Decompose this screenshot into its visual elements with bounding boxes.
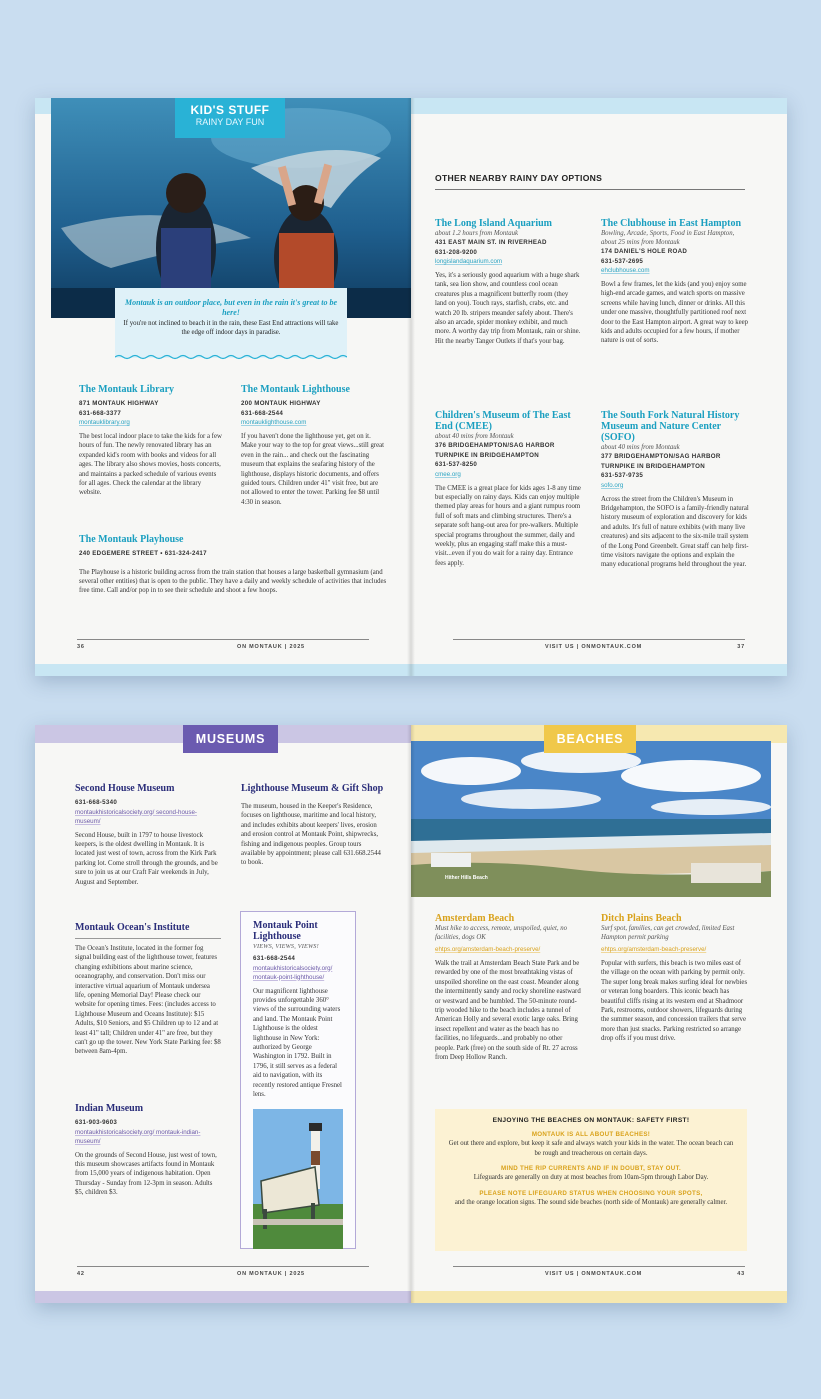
entry-phone: 631-668-2544 bbox=[241, 409, 284, 417]
entry-link[interactable]: ehtps.org/amsterdam-beach-preserve/ bbox=[601, 946, 707, 953]
section-heading: OTHER NEARBY RAINY DAY OPTIONS bbox=[435, 173, 745, 190]
entry-body: Bowl a few frames, let the kids (and you) enjoy some high-end arcade games, and watch sports on massive screens while having lunch, dinner or drinks. All this under one massive, thoughtfully partitioned roof next door to the East Hampton airport. A great way to keep kids and adults occupied for a few hours, if mother nature is out of sorts. bbox=[601, 281, 749, 345]
entry-montauk-lighthouse bbox=[241, 384, 386, 507]
intro-title: Montauk is an outdoor place, but even in the rain it's great to be here! bbox=[124, 298, 338, 317]
beach-photo bbox=[411, 741, 771, 897]
safety-item-head: MIND THE RIP CURRENTS AND IF IN DOUBT, STAY OUT. bbox=[501, 1165, 681, 1173]
entry-address: 174 DANIEL'S HOLE ROAD bbox=[601, 248, 688, 255]
kids-stuff-badge bbox=[175, 98, 285, 138]
entry-title: Indian Museum bbox=[75, 1103, 144, 1114]
entry-body: On the grounds of Second House, just west of town, this museum showcases artifacts found in Montauk from 15,000 years of indigenous habitation. Open Thursday - Sunday from 12-3pm in season. Adults $5, children $3. bbox=[75, 1151, 217, 1197]
entry-title: Children's Museum of The East End (CMEE) bbox=[435, 410, 571, 432]
entry-phone: 631-208-9200 bbox=[435, 248, 478, 256]
spread-museums-beaches bbox=[35, 725, 787, 1303]
entry-subtitle: about 40 mins from Montauk bbox=[601, 444, 680, 451]
montauk-point-lighthouse-box bbox=[240, 911, 356, 1249]
entry-title: The Montauk Playhouse bbox=[79, 534, 184, 545]
entry-body: The Ocean's Institute, located in the former fog signal building east of the lighthouse tower, features changing exhibitions about marine science, oceanography, and conservation. Don't miss our interactive virtual aquarium of Montauk undersea life, opening Memorial Day! Please check our website for opening times. Fees: (includes access to Lighthouse Museum and Oceans Institute): $15 Adults, $10 Seniors, and $5 Children up to 12 and at least 41" tall; Children under 41" are free, but they can't go up the tower. New York State Parking fee: $8 between 8am-4pm. bbox=[75, 945, 221, 1056]
badge-subtitle: RAINY DAY FUN bbox=[195, 117, 265, 127]
running-footer: ON MONTAUK | 2025 bbox=[237, 644, 305, 650]
entry-long-island-aquarium bbox=[435, 218, 581, 346]
entry-body: The best local indoor place to take the kids for a few hours of fun. The newly renovated library has an expanded kid's room with books and videos for all ages. The library also shows movies, hosts concerts, and maintains a packed schedule of various events for all ages. Check the calendar at the library website. bbox=[79, 433, 222, 497]
entry-phone: 631-903-9603 bbox=[75, 1119, 118, 1126]
entry-montauk-playhouse bbox=[79, 534, 387, 596]
entry-link[interactable]: montaukhistoricalsociety.org/ second-house-museum/ bbox=[75, 808, 197, 825]
running-footer: VISIT US | ONMONTAUK.COM bbox=[545, 1271, 643, 1277]
entry-title: The Montauk Library bbox=[79, 384, 175, 395]
entry-subtitle: about 40 mins from Montauk bbox=[435, 433, 514, 440]
beach-safety-box bbox=[435, 1109, 747, 1251]
entry-ditch-plains-beach bbox=[601, 913, 751, 1044]
safety-item-head: PLEASE NOTE LIFEGUARD STATUS WHEN CHOOSING YOUR SPOTS, bbox=[479, 1189, 703, 1197]
entry-link[interactable]: ehclubhouse.com bbox=[601, 267, 650, 274]
entry-body: Walk the trail at Amsterdam Beach State Park and be rewarded by one of the most breathtaking vistas of unspoiled shoreline on the east coast. Meander along the intermittently sandy and rocky shoreline eastward or westward and be humbled. The 50-minute round-trip wooded hike to the beach includes a tunnel of American Holly and several exotic large oaks. Bring insect repellent and water as the beach has no facilities, no lifeguards...and probably no other people. Park (free) on the south side of Rt. 27 across from Deep Hollow Ranch. bbox=[435, 960, 581, 1062]
entry-subtitle: about 1.2 hours from Montauk bbox=[435, 230, 519, 237]
entry-body: Second House, built in 1797 to house livestock keepers, is the oldest dwelling in Montauk. It is located just west of town, across from the Kirk Park parking lot. Come stroll through the grounds, and be sure to join us at our Craft Fair weekends in July, August and September. bbox=[75, 831, 218, 886]
entry-address: 871 MONTAUK HIGHWAY bbox=[79, 400, 159, 407]
entry-body: The museum, housed in the Keeper's Residence, focuses on lighthouse, maritime and local history, and includes exhibits about keepers' lives, erosion and erosion control at Montauk Point, shipwrecks, fishing and indigenous peoples. Group tours available by appointment; please call 631.668.2544 to book. bbox=[241, 803, 381, 867]
entry-title: The Long Island Aquarium bbox=[435, 218, 552, 229]
entry-sofo bbox=[601, 410, 751, 570]
entry-body: If you haven't done the lighthouse yet, get on it. Make your way to the top for great views...still great even in the rain... and check out the fascinating museum that explains the seafaring history of the lighthouse, displays historic documents, and offers guided tours. Children under 41" visit free, but are not allowed to enter the tower. Parking fee $8 until 4:30 in season. bbox=[241, 433, 385, 506]
entry-link[interactable]: montauklibrary.org bbox=[79, 419, 130, 426]
lighthouse-photo bbox=[253, 1109, 343, 1249]
entry-second-house-museum bbox=[75, 783, 220, 887]
entry-link[interactable]: montaukhistoricalsociety.org/ montauk-indian-museum/ bbox=[75, 1128, 201, 1145]
entry-phone: 631-668-2544 bbox=[253, 955, 296, 962]
entry-address: 431 EAST MAIN ST. IN RIVERHEAD bbox=[435, 239, 547, 246]
page-36 bbox=[35, 98, 411, 676]
entry-body: Across the street from the Children's Museum in Bridgehampton, the SOFO is a family-friendly natural history museum of exploration and discovery for kids and adults. It's full of nature exhibits (with many live creatures) and sits adjacent to the six-mile trail system of the Long Pond Greenbelt. Great staff can help first-time visitors navigate the options and explain the many educational programs held throughout the year. bbox=[601, 495, 749, 569]
photo-caption: Hither Hills Beach bbox=[445, 875, 488, 881]
entry-amsterdam-beach bbox=[435, 913, 581, 1062]
entry-link[interactable]: sofo.org bbox=[601, 481, 624, 489]
entry-address: 200 MONTAUK HIGHWAY bbox=[241, 400, 321, 407]
entry-lighthouse-museum bbox=[241, 783, 386, 868]
entry-title: Montauk Point Lighthouse bbox=[253, 920, 318, 942]
intro-body: If you're not inclined to beach it in the rain, these East End attractions will take the edge off indoor days in paradise. bbox=[123, 320, 339, 336]
entry-body: The Playhouse is a historic building across from the train station that houses a large basketball gymnasium (and several other entities) that is open to the public. They have a daily and weekly schedule of activities that includes free time. Call and/or pop in to see their schedule and shoot a few hoops. bbox=[79, 568, 387, 595]
entry-indian-museum bbox=[75, 1103, 221, 1198]
safety-item-body: Get out there and explore, but keep it safe and always watch your kids in the water. The ocean beach can be rough and treacherous on certain days. bbox=[448, 1140, 734, 1157]
entry-subtitle: Surf spot, families, can get crowded, limited East Hampton permit parking bbox=[601, 925, 735, 941]
safety-item-body: Lifeguards are generally on duty at most beaches from 10am-5pm through Labor Day. bbox=[473, 1174, 709, 1182]
intro-box bbox=[115, 288, 347, 358]
entry-oceans-institute bbox=[75, 922, 221, 1057]
page-number: 42 bbox=[77, 1271, 85, 1277]
entry-link[interactable]: longislandaquarium.com bbox=[435, 258, 503, 265]
badge-title: KID'S STUFF bbox=[190, 103, 270, 117]
page-number: 37 bbox=[737, 644, 745, 650]
page-37 bbox=[411, 98, 787, 676]
entry-title: The Clubhouse in East Hampton bbox=[601, 218, 742, 229]
entry-address: 240 EDGEMERE STREET • 631-324-2417 bbox=[79, 550, 207, 557]
entry-subtitle: Must hike to access, remote, unspoiled, quiet, no facilities, dogs OK bbox=[435, 925, 568, 941]
entry-title: Amsterdam Beach bbox=[435, 913, 515, 924]
entry-title: Ditch Plains Beach bbox=[601, 913, 682, 924]
entry-cmee bbox=[435, 410, 581, 568]
page-number: 43 bbox=[737, 1271, 745, 1277]
folio-right bbox=[453, 644, 745, 654]
page-number: 36 bbox=[77, 644, 85, 650]
entry-phone: 631-537-9735 bbox=[601, 472, 644, 479]
wave-divider bbox=[115, 354, 347, 360]
entry-clubhouse bbox=[601, 218, 751, 346]
running-footer: VISIT US | ONMONTAUK.COM bbox=[545, 644, 643, 650]
folio-right bbox=[453, 1271, 745, 1281]
entry-title: Second House Museum bbox=[75, 783, 175, 794]
entry-address: 377 BRIDGEHAMPTON/SAG HARBOR TURNPIKE IN BRIDGEHAMPTON bbox=[601, 453, 721, 470]
entry-body: Popular with surfers, this beach is two miles east of the village on the ocean with parking by permit only. The super long break makes surfing ideal for newbies or veteran long boarders. This iconic beach has beautiful cliffs rising at its western end at Shadmoor Park, restrooms, outdoor showers, lifeguards during the summer season, and concession trailers that serve more than just snacks. Parking restricted so arrange drop offs if you must drive. bbox=[601, 960, 748, 1043]
spread-kids-stuff bbox=[35, 98, 787, 676]
running-footer: ON MONTAUK | 2025 bbox=[237, 1271, 305, 1277]
entry-title: Lighthouse Museum & Gift Shop bbox=[241, 783, 384, 794]
entry-title: Montauk Ocean's Institute bbox=[75, 922, 221, 939]
safety-item-head: MONTAUK IS ALL ABOUT BEACHES! bbox=[531, 1131, 651, 1138]
entry-body: Yes, it's a seriously good aquarium with a huge shark tank, sea lion show, and countless cool ocean creatures plus a magnificent butterfly room (they land on you). Touch rays, starfish, crabs, etc. and watch 20 lb. stripers meander safely about. There's also an arcade, spider monkey exhibit, and much more. A worthy day trip from Montauk, rain or shine. Hit the nearby Tanger Outlets if that's your bag. bbox=[435, 272, 581, 345]
safety-item-body: and the orange location signs. The sound side beaches (north side of Montauk) are generally calmer. bbox=[454, 1198, 728, 1206]
entry-phone: 631-537-8250 bbox=[435, 461, 478, 468]
entry-subtitle: Bowling, Arcade, Sports, Food in East Hampton, about 25 mins from Montauk bbox=[601, 230, 735, 246]
entry-title: The South Fork Natural History Museum and Nature Center (SOFO) bbox=[601, 410, 740, 443]
entry-subtitle: VIEWS, VIEWS, VIEWS! bbox=[253, 943, 319, 950]
entry-link[interactable]: montaukhistoricalsociety.org/ montauk-point-lighthouse/ bbox=[253, 964, 333, 981]
page-42 bbox=[35, 725, 411, 1303]
folio-left bbox=[77, 1271, 369, 1281]
entry-body: Our magnificent lighthouse provides unforgettable 360° views of the surrounding waters and land. The Montauk Point Lighthouse is the oldest lighthouse in New York: authorized by George Washington in 1792. Built in 1796, it still serves as a federal aid to navigation, with its recently restored antique Fresnel lens. bbox=[253, 987, 342, 1098]
entry-link[interactable]: montauklighthouse.com bbox=[241, 419, 307, 426]
entry-link[interactable]: ehtps.org/amsterdam-beach-preserve/ bbox=[435, 946, 541, 953]
entry-phone: 631-668-3377 bbox=[79, 409, 122, 417]
entry-body: The CMEE is a great place for kids ages 1-8 any time but especially on rainy days. Kids can enjoy multiple themed play areas for hours and a giant rumpus room full of soft mats and climbing structures. There's a separate soft hang-out area for pre-walkers. Multiple special programs throughout the summer, daily and weekly, plus an engaging staff make this a must-visit...even if you do wait for a rainy day. Entrance fees apply. bbox=[435, 484, 581, 567]
museums-badge: MUSEUMS bbox=[183, 725, 278, 753]
beaches-badge: BEACHES bbox=[544, 725, 636, 753]
entry-title: The Montauk Lighthouse bbox=[241, 384, 350, 395]
page-43 bbox=[411, 725, 787, 1303]
entry-phone: 631-668-5340 bbox=[75, 799, 118, 806]
entry-phone: 631-537-2695 bbox=[601, 257, 644, 265]
folio-left bbox=[77, 644, 369, 654]
safety-heading: ENJOYING THE BEACHES ON MONTAUK: SAFETY FIRST! bbox=[492, 1117, 690, 1124]
entry-link[interactable]: cmee.org bbox=[435, 470, 461, 478]
entry-address: 376 BRIDGEHAMPTON/SAG HARBOR TURNPIKE IN BRIDGEHAMPTON bbox=[435, 442, 555, 459]
entry-montauk-library bbox=[79, 384, 224, 498]
